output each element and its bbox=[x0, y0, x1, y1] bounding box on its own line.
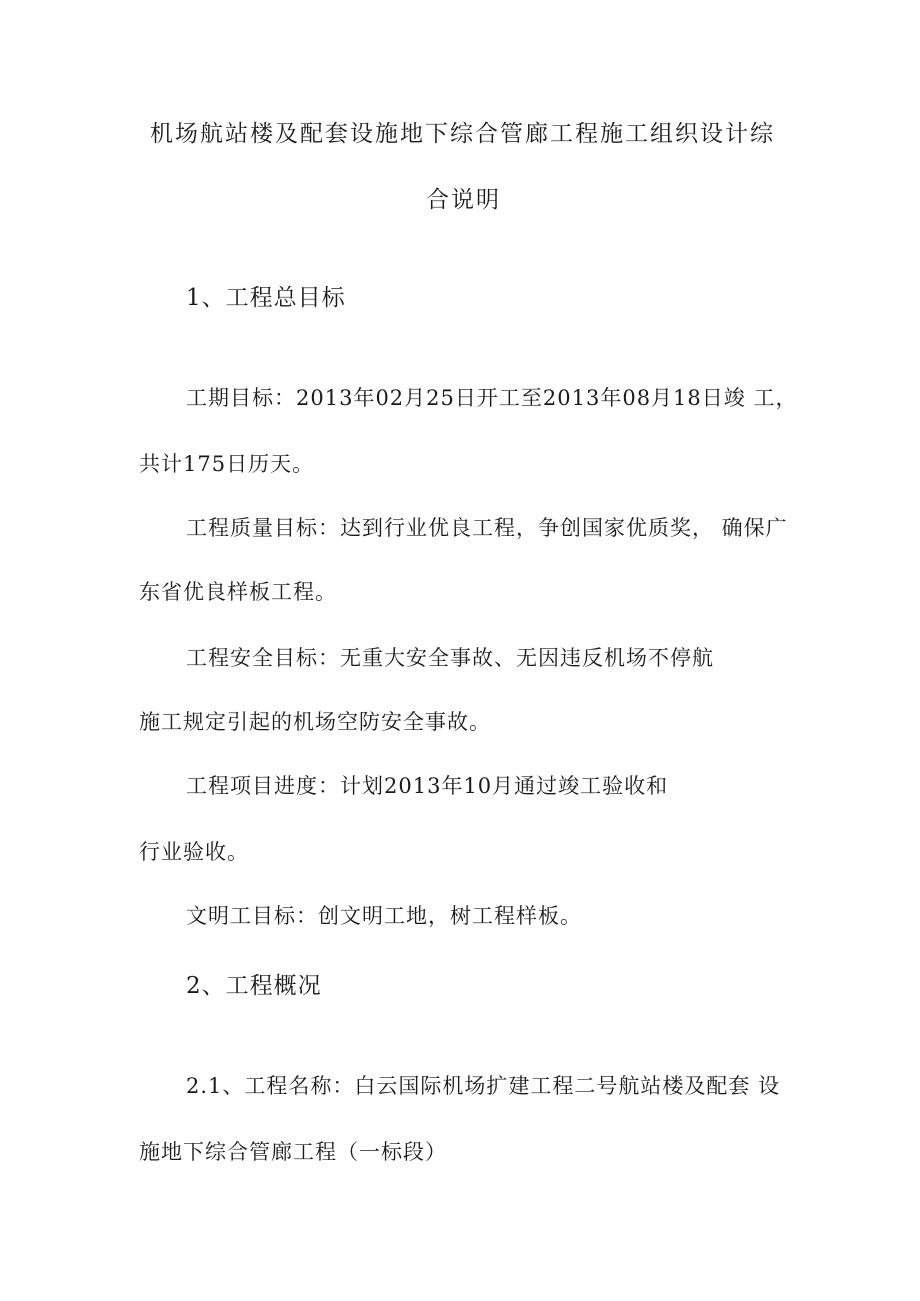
quality-goal-line-1: 工程质量目标：达到行业优良工程，争创国家优质奖， 确保广 bbox=[186, 516, 788, 540]
civilization-goal-line: 文明工目标：创文明工地，树工程样板。 bbox=[186, 904, 582, 928]
schedule-goal-line-1: 工期目标：2013年02月25日开工至2013年08月18日竣 工， bbox=[186, 386, 798, 410]
schedule-goal-line-2: 共计175日历天。 bbox=[139, 452, 315, 476]
project-name-line-1: 2.1、工程名称：白云国际机场扩建工程二号航站楼及配套 设 bbox=[186, 1074, 781, 1098]
document-title-line-2: 合说明 bbox=[426, 187, 501, 213]
safety-goal-line-1: 工程安全目标：无重大安全事故、无因违反机场不停航 bbox=[186, 646, 714, 670]
safety-goal-line-2: 施工规定引起的机场空防安全事故。 bbox=[139, 710, 491, 734]
progress-goal-line-2: 行业验收。 bbox=[139, 840, 249, 864]
document-title-line-1: 机场航站楼及配套设施地下综合管廊工程施工组织设计综 bbox=[150, 121, 775, 147]
project-name-line-2: 施地下综合管廊工程（一标段） bbox=[139, 1140, 447, 1164]
section-heading-overview: 2、工程概况 bbox=[186, 973, 322, 999]
quality-goal-line-2: 东省优良样板工程。 bbox=[139, 580, 337, 604]
section-heading-goals: 1、工程总目标 bbox=[186, 285, 346, 311]
progress-goal-line-1: 工程项目进度：计划2013年10月通过竣工验收和 bbox=[186, 774, 669, 798]
